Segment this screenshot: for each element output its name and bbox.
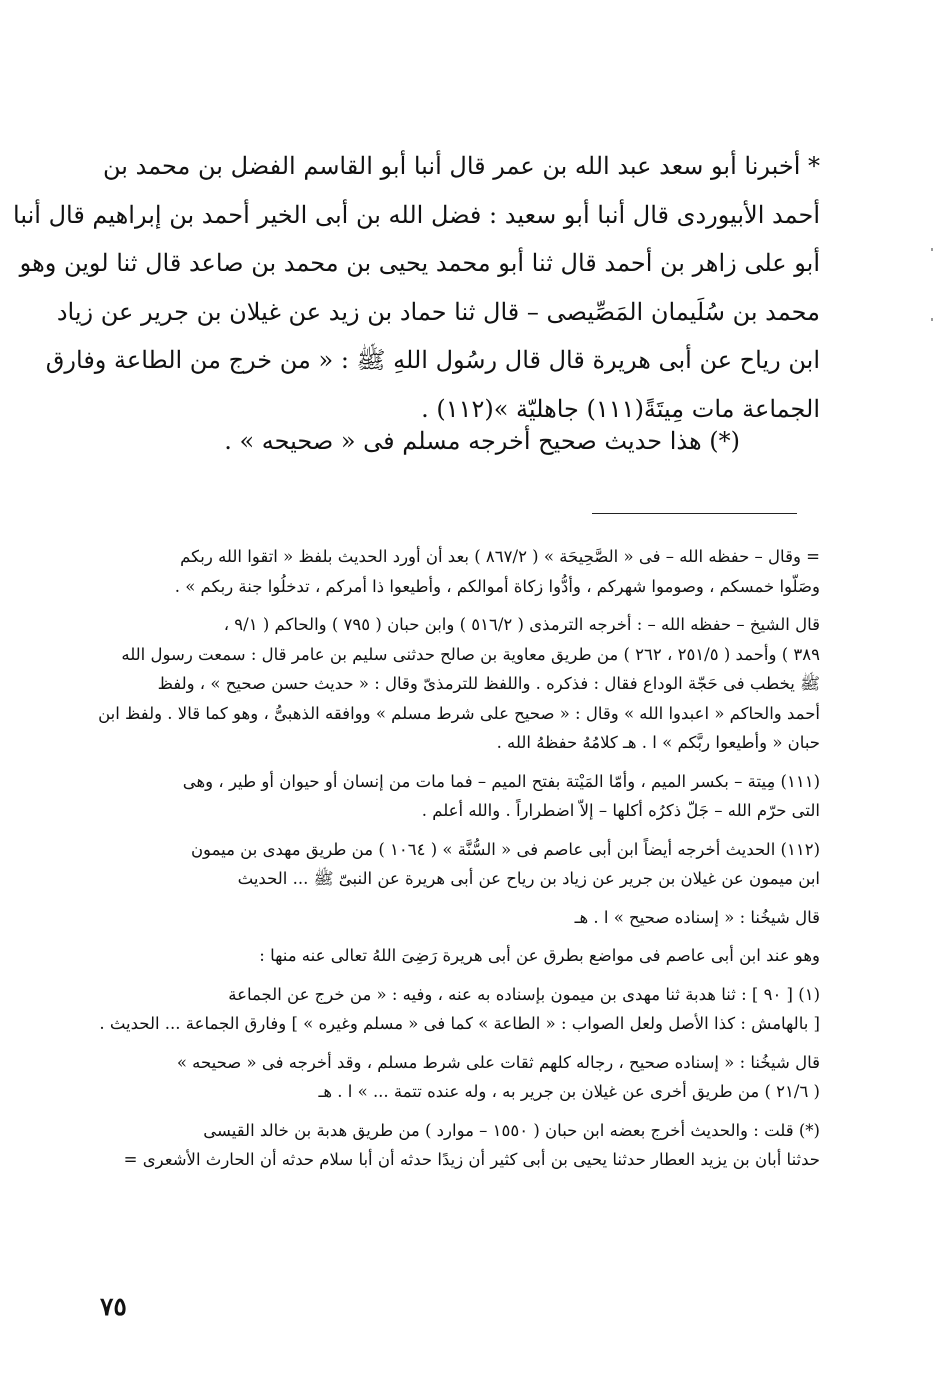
footnote-line: التى حرّم الله – جَلّ ذكرُه أكلها – إلاّ اضطراراً . والله أعلم . xyxy=(421,801,820,820)
footnote-line: ٣٨٩ ) وأحمد ( ٢٥١/٥ ، ٢٦٢ ) من طريق معاوية بن صالح حدثنى سليم بن عامر قال : سمعت رسول الله xyxy=(121,644,820,664)
authenticity-note: (*) هذا حديث صحيح أخرجه مسلم فى « صحيحه » . xyxy=(224,427,740,455)
footnote-line: قال شيخُنا : « إسناده صحيح » ا . هـ xyxy=(574,907,820,927)
footnote-line: (١١٢) الحديث أخرجه أيضاً ابن أبى عاصم فى « السُّنَّة » ( ١٠٦٤ ) من طريق مهدى بن ميمون xyxy=(190,839,820,859)
footnotes-section xyxy=(98,542,820,1184)
footnote-line: قال الشيخ – حفظه الله – : أخرجه الترمذى ( ٥١٦/٢ ) وابن حبان ( ٧٩٥ ) والحاكم ( ٩/١ ، xyxy=(223,615,820,634)
footnote-paragraph xyxy=(104,835,820,894)
main-text-line: * أخبرنا أبو سعد عبد الله بن عمر قال أنبا أبو القاسم الفضل بن محمد بن xyxy=(103,152,820,180)
main-text-line: أبو على زاهر بن أحمد قال ثنا أبو محمد يحيى بن محمد بن صاعد قال ثنا لوين وهو xyxy=(19,249,820,277)
footnote-line: حدثنا أبان بن يزيد العطار حدثنا يحيى بن أبى كثير أن زيدًا حدثه أن أبا سلام حدثه أن الحارث الأشعرى = xyxy=(123,1150,820,1169)
footnote-paragraph xyxy=(104,767,820,826)
footnote-line: ﷺ يخطب فى حَجّة الوداع فقال : فذكره . واللفظ للترمذىّ وقال : « حديث حسن صحيح » ، ولفظ xyxy=(157,674,820,693)
footnote-line: ( ٢١/٦ ) من طريق أخرى عن غيلان بن جرير به ، وله عنده تتمة ... » ا . هـ xyxy=(318,1082,820,1101)
footnote-line: وهو عند ابن أبى عاصم فى مواضع بطرق عن أبى هريرة رَضِىَ اللهُ تعالى عنه منها : xyxy=(259,946,820,965)
footnote-line: قال شيخُنا : « إسناده صحيح ، رجاله كلهم ثقات على شرط مسلم ، وقد أخرجه فى « صحيحه » xyxy=(176,1052,820,1072)
footnote-line: = وقال – حفظه الله – فى « الصَّحِيحَة » ( ٨٦٧/٢ ) بعد أن أورد الحديث بلفظ « اتقوا الله ربكم xyxy=(180,547,820,566)
main-text-line: أحمد الأبيوردى قال أنبا أبو سعيد : فضل الله بن أبى الخير أحمد بن إبراهيم قال أنبا xyxy=(13,200,820,229)
footnote-line: أحمد والحاكم « اعبدوا الله » وقال : « صحيح على شرط مسلم » ووافقه الذهبىُّ ، وهو كما قالا . ولفظ ابن xyxy=(98,703,820,723)
footnote-paragraph xyxy=(104,542,820,601)
main-hadith-text xyxy=(13,142,820,433)
footnote-line: ابن ميمون عن غيلان بن جرير عن زياد بن رياح عن أبى هريرة عن النبىّ ﷺ ... الحديث xyxy=(237,869,820,888)
footnote-line: وصَلّوا خمسكم ، وصوموا شهركم ، وأدُّوا زكاة أموالكم ، وأطيعوا ذا أمركم ، تدخلُوا جنة ربكم » . xyxy=(174,576,820,596)
footnote-paragraph xyxy=(98,610,820,758)
footnote-line: (١١١) مِيتة – بكسر الميم ، وأمّا المَيْتة بفتح الميم – فما مات من إنسان أو حيوان أو طير ، وهى xyxy=(182,771,820,791)
footnote-line: [ بالهامش : كذا الأصل ولعل الصواب : « الطاعة » كما فى « مسلم وغيره » ] وفارق الجماعة ... الحديث . xyxy=(99,1014,820,1033)
footnote-paragraph xyxy=(104,1048,820,1107)
footnote-line: (١) [ ٩٠ ] : ثنا هدبة ثنا مهدى بن ميمون بإسناده به عنه ، وفيه : « من خرج عن الجماعة xyxy=(228,984,820,1004)
main-text-line: ابن رياح عن أبى هريرة قال قال رسُول اللهِ ﷺ : « من خرج من الطاعة وفارق xyxy=(45,346,820,374)
footnote-paragraph xyxy=(104,941,820,971)
scan-speck xyxy=(931,248,933,251)
footnote-line: حبان « وأطيعوا ربَّكم » ا . هـ كلامُهُ حفظهُ الله . xyxy=(496,733,820,752)
footnote-separator xyxy=(592,513,797,514)
main-text-line: محمد بن سُلَيمان المَصِّيصى – قال ثنا حماد بن زيد عن غيلان بن جرير عن زياد xyxy=(56,297,820,326)
scan-speck xyxy=(931,318,933,321)
page-number: ٧٥ xyxy=(100,1292,127,1321)
footnote-paragraph xyxy=(99,980,820,1039)
footnote-paragraph xyxy=(104,1116,820,1175)
main-text-line: الجماعة مات مِيتَةً(١١١) جاهليّة »(١١٢) . xyxy=(421,394,820,423)
footnote-paragraph xyxy=(104,903,820,933)
footnote-line: (*) قلت : والحديث أخرج بعضه ابن حبان ( ١٥٥٠ – موارد ) من طريق هدبة بن خالد القيسى xyxy=(203,1120,820,1140)
